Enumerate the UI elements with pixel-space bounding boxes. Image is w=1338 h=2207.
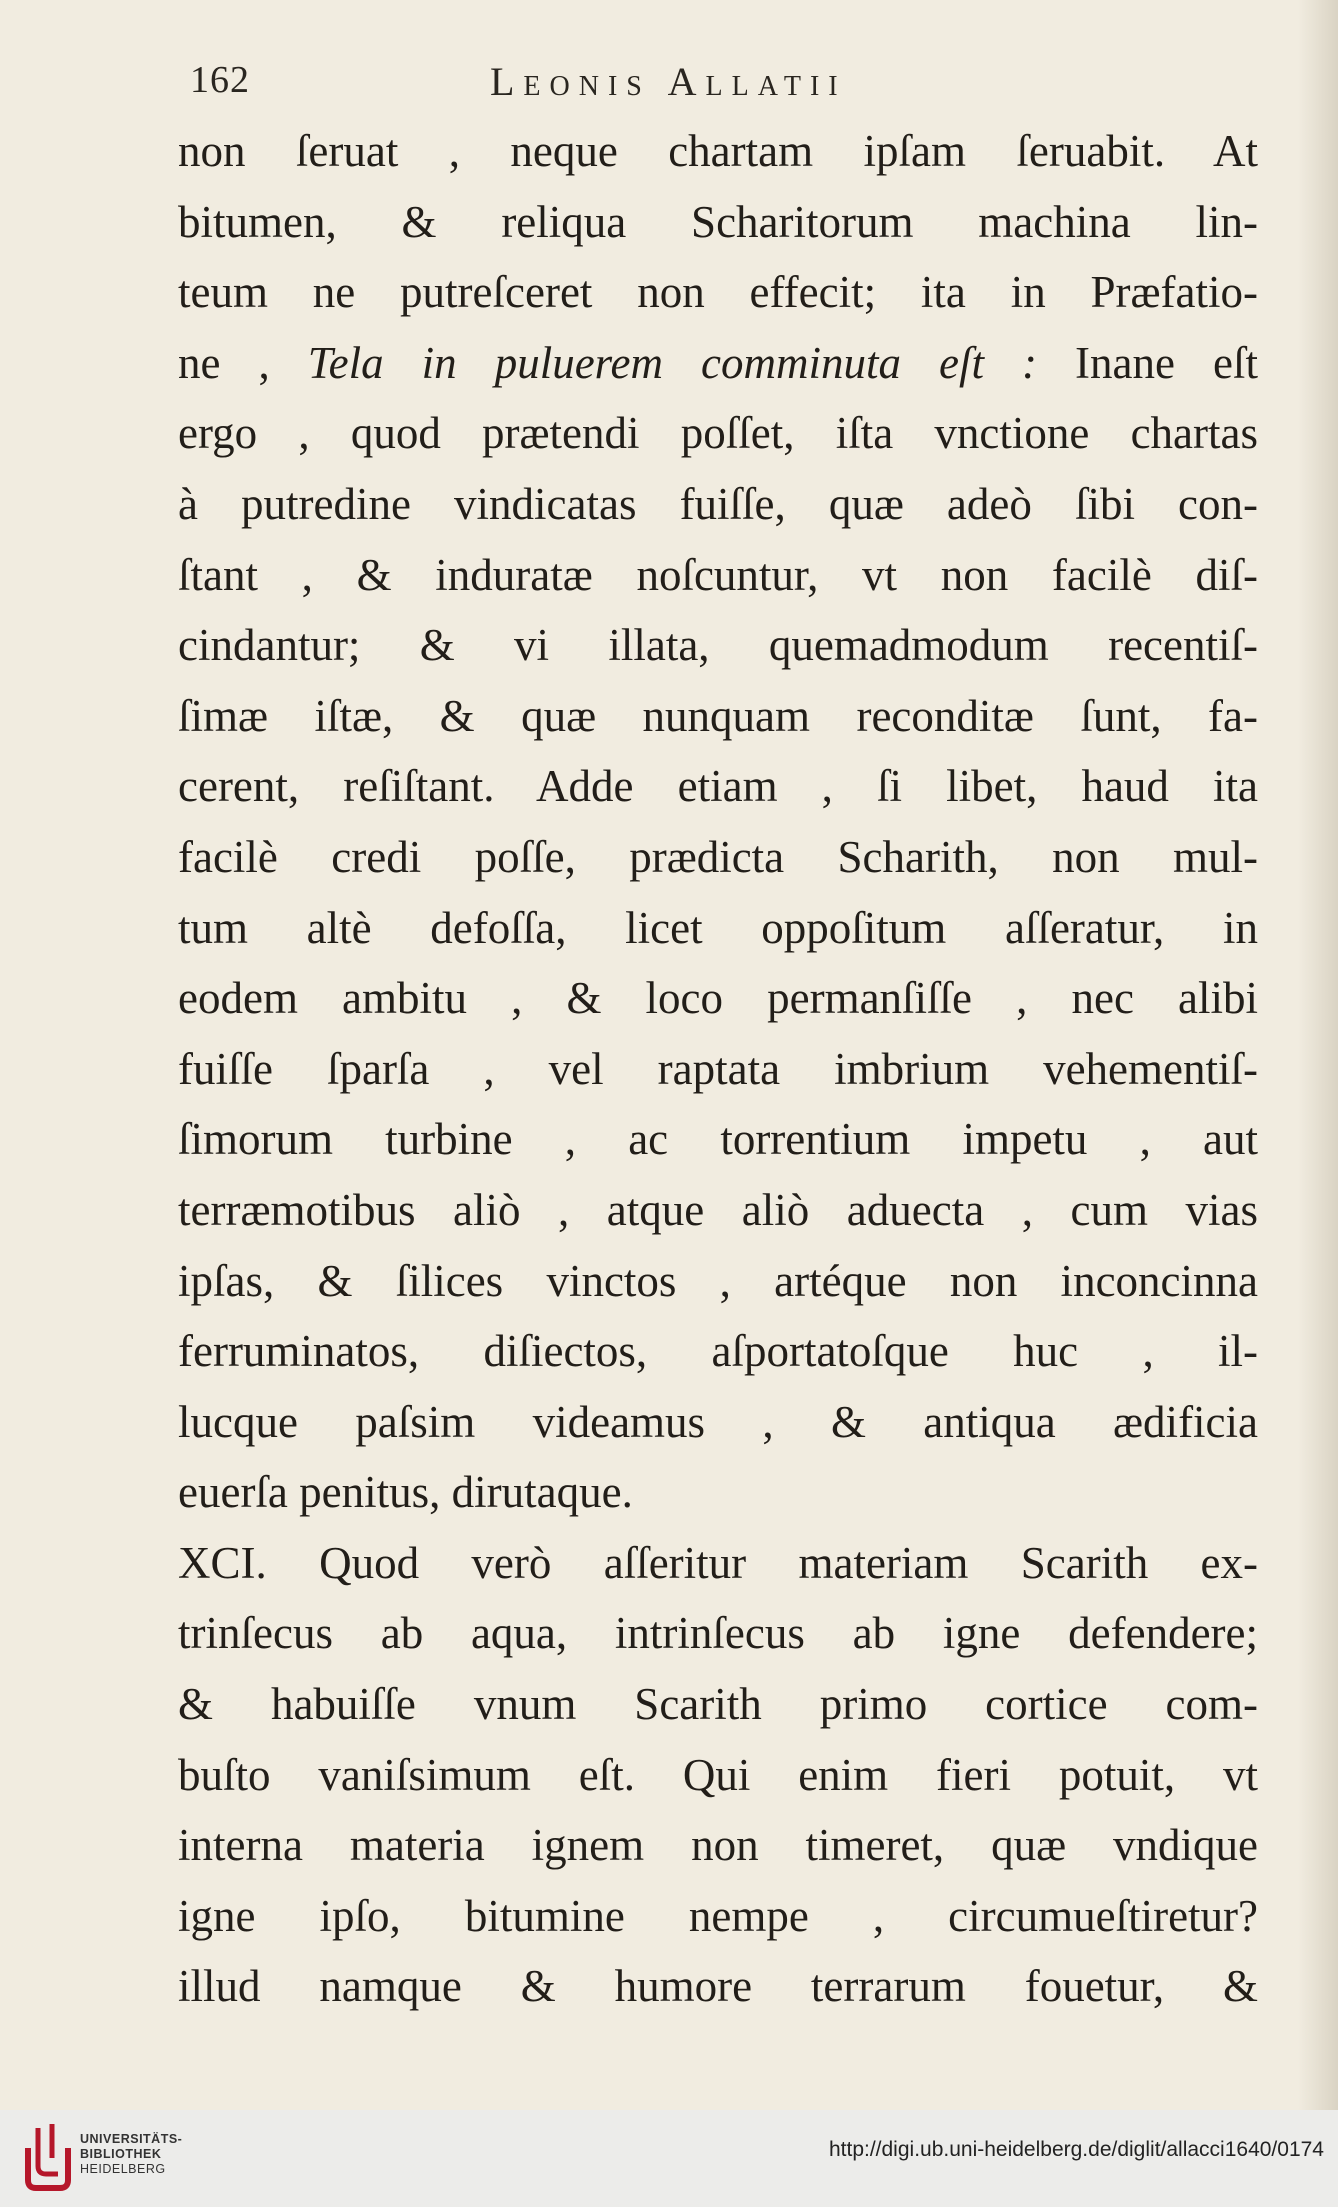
text-line: buſto vaniſsimum eſt. Qui enim fieri potuit, vt	[178, 1749, 1258, 1800]
body-text	[178, 116, 1258, 2022]
text-line: bitumen, & reliqua Scharitorum machina lin-	[178, 196, 1258, 247]
library-name-line: BIBLIOTHEK	[80, 2147, 162, 2161]
text-line: ſtant , & induratæ noſcuntur, vt non facilè diſ-	[178, 549, 1258, 600]
text-line: ipſas, & ſilices vinctos , artéque non inconcinna	[178, 1255, 1258, 1306]
text-line: teum ne putreſceret non effecit; ita in Præfatio-	[178, 267, 1258, 318]
page-edge-shadow	[1298, 0, 1338, 2110]
text-line: lucque paſsim videamus , & antiqua ædificia	[178, 1396, 1258, 1447]
page-header	[190, 58, 1240, 114]
page-number: 162	[190, 59, 250, 101]
text-line: terræmotibus aliò , atque aliò aduecta , cum vias	[178, 1184, 1258, 1235]
text-line: facilè credi poſſe, prædicta Scharith, non mul-	[178, 831, 1258, 882]
text-line: ſimorum turbine , ac torrentium impetu , aut	[178, 1114, 1258, 1165]
text-line: cerent, reſiſtant. Adde etiam , ſi libet, haud ita	[178, 761, 1258, 812]
text-line: interna materia ignem non timeret, quæ vndique	[178, 1820, 1258, 1871]
library-logo-icon[interactable]	[22, 2118, 74, 2196]
text-line: ſimæ iſtæ, & quæ nunquam reconditæ ſunt, fa-	[178, 690, 1258, 741]
library-name-line: UNIVERSITÄTS-	[80, 2132, 183, 2146]
text-segment: ne ,	[178, 337, 308, 388]
text-line: eodem ambitu , & loco permanſiſſe , nec alibi	[178, 973, 1258, 1024]
library-name	[80, 2132, 182, 2177]
text-line: euerſa penitus, dirutaque.	[178, 1467, 633, 1518]
text-line: igne ipſo, bitumine nempe , circumueſtiretur?	[178, 1890, 1258, 1941]
text-line: ergo , quod prætendi poſſet, iſta vnctione chartas	[178, 408, 1258, 459]
text-line: à putredine vindicatas fuiſſe, quæ adeò ſibi con-	[178, 478, 1258, 529]
text-line: illud namque & humore terrarum fouetur, &	[178, 1961, 1258, 2012]
permalink-url[interactable]: http://digi.ub.uni-heidelberg.de/diglit/allacci1640/0174	[828, 2138, 1324, 2161]
italic-quote: Tela in puluerem comminuta eſt :	[307, 337, 1038, 388]
text-line: & habuiſſe vnum Scarith primo cortice com-	[178, 1679, 1258, 1730]
text-line: trinſecus ab aqua, intrinſecus ab igne defendere;	[178, 1608, 1258, 1659]
text-line: cindantur; & vi illata, quemadmodum recentiſ-	[178, 620, 1258, 671]
text-line: ferruminatos, diſiectos, aſportatoſque huc , il-	[178, 1326, 1258, 1377]
text-line: fuiſſe ſparſa , vel raptata imbrium vehementiſ-	[178, 1043, 1258, 1094]
text-segment: Inane eſt	[1037, 337, 1258, 388]
text-line: XCI. Quod verò aſſeritur materiam Scarith ex-	[178, 1537, 1258, 1588]
text-line: tum altè defoſſa, licet oppoſitum aſſeratur, in	[178, 902, 1258, 953]
library-name-line: HEIDELBERG	[80, 2162, 166, 2176]
text-line: non ſeruat , neque chartam ipſam ſeruabit. At	[178, 126, 1258, 176]
viewer-footer	[0, 2110, 1338, 2207]
running-head: Leonis Allatii	[490, 59, 847, 104]
text-line-with-italic	[178, 328, 1258, 399]
